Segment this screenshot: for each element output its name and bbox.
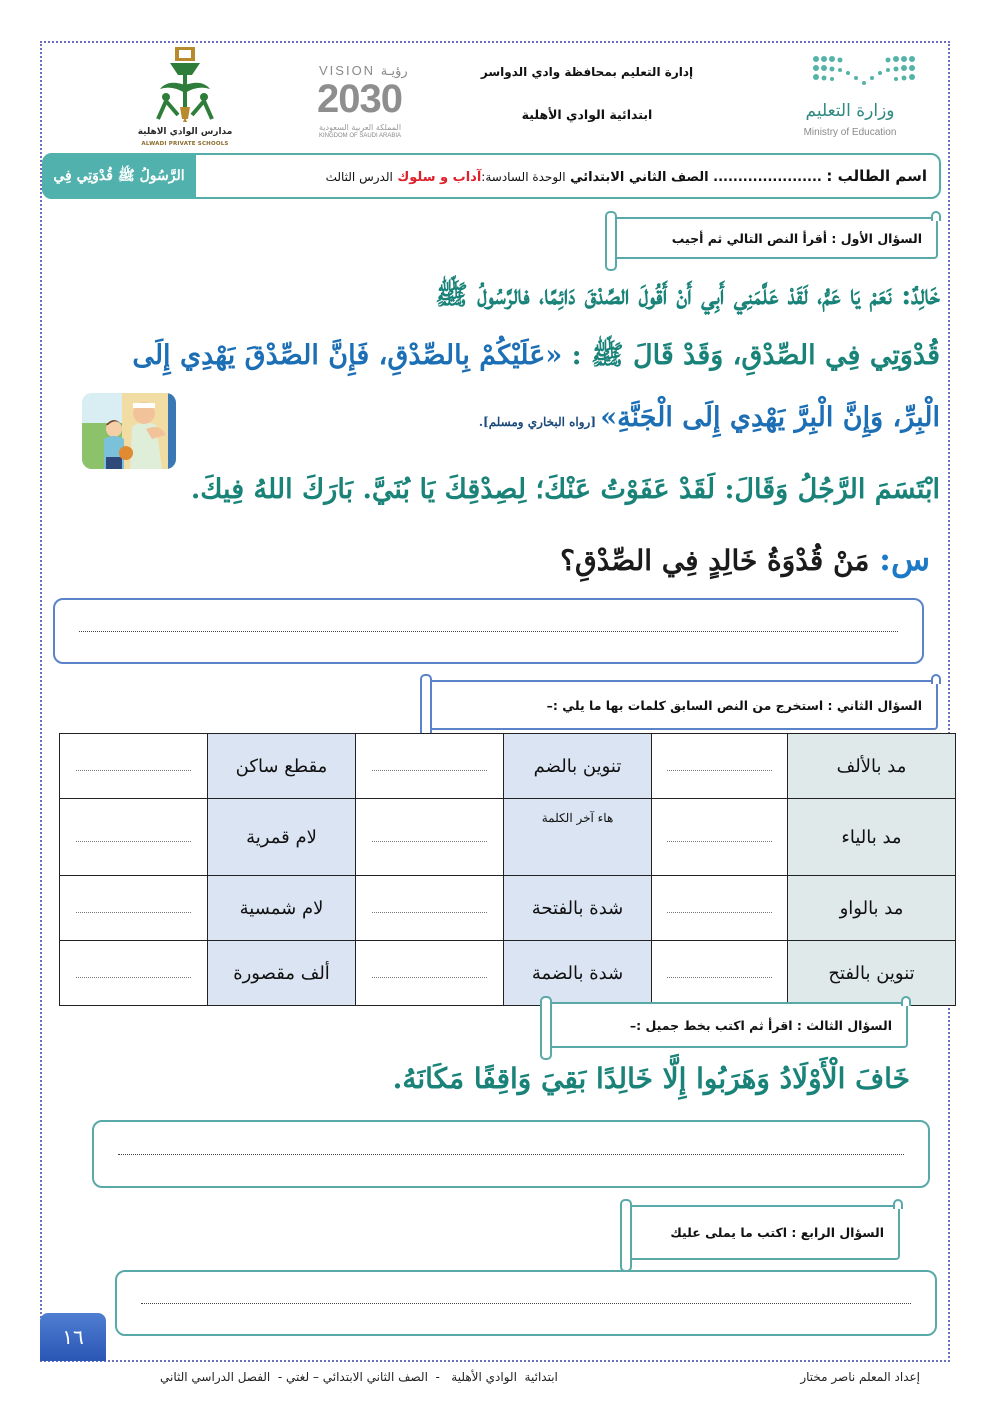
lesson-info-text <box>326 155 927 197</box>
category-cell: شدة بالفتحة <box>504 876 652 941</box>
answer-cell[interactable] <box>60 876 208 941</box>
answer-cell[interactable] <box>652 941 788 1006</box>
lesson-title-tag: الرَّسُولُ ﷺ قُدْوَتِي فِي الصِّدْقِ <box>42 153 196 199</box>
unit-name: آداب و سلوك <box>397 170 482 185</box>
question2-label-text: السؤال الثاني : استخرج من النص السابق كلمات بها ما يلي :– <box>546 697 922 713</box>
category-cell: شدة بالضمة <box>504 941 652 1006</box>
extract-words-table <box>59 733 956 1006</box>
answer-cell[interactable] <box>60 941 208 1006</box>
vision-kingdom-english: KINGDOM OF SAUDI ARABIA <box>319 133 402 139</box>
footer-info: ابتدائية الوادي الأهلية - الصف الثاني الابتدائي – لغتي - الفصل الدراسي الثاني <box>160 1370 558 1384</box>
question1-label <box>613 217 938 259</box>
question1-prompt <box>560 540 930 578</box>
question3-answer-box[interactable] <box>92 1120 930 1188</box>
header <box>42 43 948 151</box>
passage-line-2-narration: قُدْوَتِي فِي الصِّدْقِ، وَقَدْ قَالَ ﷺ : <box>562 340 940 371</box>
vision-kingdom-arabic: المملكة العربية السعودية <box>319 123 402 132</box>
answer-line[interactable] <box>79 631 898 632</box>
school-name-title: ابتدائية الوادي الأهلية <box>521 107 653 122</box>
category-cell: مد بالألف <box>788 734 956 799</box>
student-name-label: اسم الطالب : <box>826 167 927 185</box>
school-logo <box>130 45 240 149</box>
answer-cell[interactable] <box>60 734 208 799</box>
school-logo-english: ALWADI PRIVATE SCHOOLS <box>141 141 229 147</box>
category-cell: مقطع ساكن <box>208 734 356 799</box>
question1-text: مَنْ قُدْوَةُ خَالِدٍ فِي الصِّدْقِ؟ <box>560 544 880 577</box>
man-and-boy-illustration <box>82 393 176 469</box>
question4-label <box>628 1205 900 1260</box>
question3-label-text: السؤال الثالث : اقرأ ثم اكتب بخط جميل :– <box>629 1017 892 1033</box>
table-row <box>60 941 956 1006</box>
ministry-logo <box>740 53 920 143</box>
answer-line[interactable] <box>118 1154 904 1155</box>
footer-author: إعداد المعلم ناصر مختار <box>800 1370 920 1384</box>
answer-cell[interactable] <box>356 876 504 941</box>
lesson-number: الدرس الثالث <box>325 170 393 184</box>
copy-sentence: خَافَ الْأَوْلَادُ وَهَرَبُوا إِلَّا خَالِدًا بَقِيَ وَاقِفًا مَكَانَهُ. <box>392 1062 910 1095</box>
answer-cell[interactable] <box>652 799 788 876</box>
answer-cell[interactable] <box>356 799 504 876</box>
question1-answer-box[interactable] <box>53 598 924 664</box>
category-cell: ألف مقصورة <box>208 941 356 1006</box>
table-row <box>60 734 956 799</box>
question3-label <box>548 1002 908 1048</box>
table-row <box>60 799 956 876</box>
unit-prefix: الوحدة السادسة: <box>481 170 566 184</box>
passage-line-1: خَالِدٌ: نَعَمْ يَا عَمُّ، لَقَدْ عَلَّمَنِي أَبِي أَنْ أَقُولَ الصِّدْقَ دَائِمًا، فالرَّسُولُ ﷺ <box>435 280 940 311</box>
passage-line-3 <box>60 402 940 433</box>
question2-label <box>428 680 938 730</box>
grade-label: الصف الثاني الابتدائي <box>570 170 709 185</box>
page-number-badge: ١٦ <box>40 1313 106 1361</box>
category-cell: تنوين بالضم <box>504 734 652 799</box>
question4-answer-box[interactable] <box>115 1270 937 1336</box>
question4-label-text: السؤال الرابع : اكتب ما يملى عليك <box>670 1225 884 1240</box>
table-row <box>60 876 956 941</box>
answer-cell[interactable] <box>652 734 788 799</box>
answer-line[interactable] <box>141 1303 911 1304</box>
answer-cell[interactable] <box>652 876 788 941</box>
vision-label: VISION <box>319 63 376 78</box>
category-cell: لام شمسية <box>208 876 356 941</box>
category-cell: مد بالياء <box>788 799 956 876</box>
passage-line-3-hadith: الْبِرِّ، وَإِنَّ الْبِرَّ يَهْدِي إِلَى الْجَنَّةِ» <box>600 402 940 433</box>
category-cell: تنوين بالفتح <box>788 941 956 1006</box>
student-name-field[interactable]: ...................... <box>713 170 822 185</box>
ministry-name-english: Ministry of Education <box>803 127 897 138</box>
ministry-name-arabic: وزارة التعليم <box>805 101 895 121</box>
hadith-reference: [رواه البخاري ومسلم]. <box>478 415 601 429</box>
passage-line-2 <box>60 338 940 378</box>
category-cell: هاء آخر الكلمة <box>504 799 652 876</box>
passage-line-2-hadith: «عَلَيْكُمْ بِالصِّدْقِ، فَإِنَّ الصِّدْقَ يَهْدِي إِلَى <box>132 340 563 371</box>
category-cell: لام قمرية <box>208 799 356 876</box>
school-emblem-icon <box>130 45 240 125</box>
question1-label-text: السؤال الأول : أقرأ النص التالي ثم أجيب <box>671 230 922 246</box>
lesson-info-bar <box>42 153 941 230</box>
answer-cell[interactable] <box>60 799 208 876</box>
category-cell: مد بالواو <box>788 876 956 941</box>
question-mark-label: س: <box>879 540 930 578</box>
vision-year: 2030 <box>317 77 402 121</box>
school-logo-arabic: مدارس الوادي الاهلية <box>137 127 233 137</box>
vision-arabic: رؤيـة <box>380 63 408 78</box>
passage-line-4: ابْتَسَمَ الرَّجُلُ وَقَالَ: لَقَدْ عَفَوْتُ عَنْكَ؛ لِصِدْقِكَ يَا بُنَيَّ. بَارَكَ اللهُ فِيكَ. <box>190 474 940 505</box>
ministry-dots-icon <box>810 53 918 91</box>
vision-2030-logo <box>317 63 417 143</box>
answer-cell[interactable] <box>356 941 504 1006</box>
answer-cell[interactable] <box>356 734 504 799</box>
education-admin-title: إدارة التعليم بمحافظة وادي الدواسر <box>480 65 694 79</box>
